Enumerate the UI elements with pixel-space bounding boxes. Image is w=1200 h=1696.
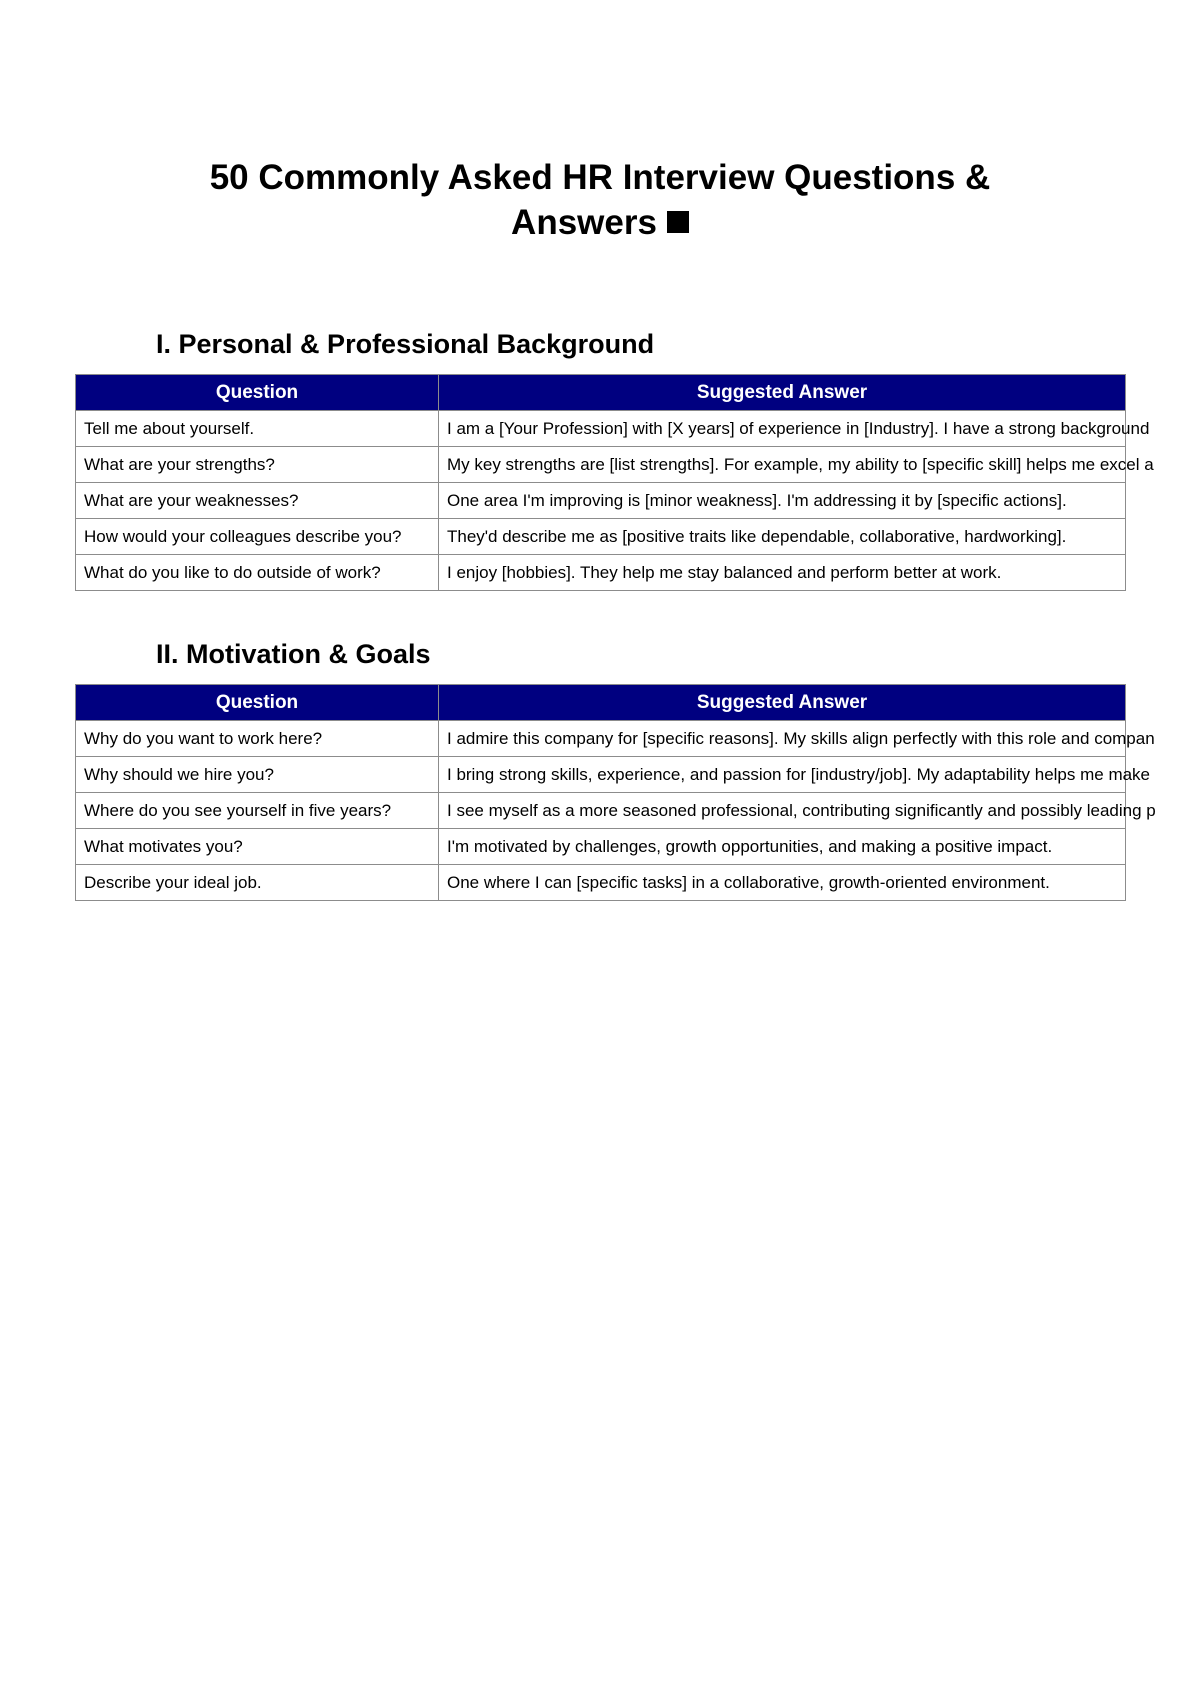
question-text: What are your strengths? xyxy=(84,454,275,474)
answer-cell xyxy=(439,757,1151,793)
answer-cell xyxy=(439,447,1154,483)
question-text: Where do you see yourself in five years? xyxy=(84,800,392,820)
table-row xyxy=(76,865,1126,901)
table-row xyxy=(76,483,1126,519)
question-cell xyxy=(76,519,439,555)
answer-text: I am a [Your Profession] with [X years] of experience in [Industry]. I have a strong background xyxy=(447,418,1150,438)
answer-cell xyxy=(439,865,1126,901)
question-text: How would your colleagues describe you? xyxy=(84,526,402,546)
column-header-question: Question xyxy=(76,375,439,411)
answer-text: One where I can [specific tasks] in a collaborative, growth-oriented environment. xyxy=(447,872,1050,892)
answer-text: One area I'm improving is [minor weakness]. I'm addressing it by [specific actions]. xyxy=(447,490,1067,510)
question-text: Why should we hire you? xyxy=(84,764,274,784)
question-text: Describe your ideal job. xyxy=(84,872,262,892)
question-text: Tell me about yourself. xyxy=(84,418,255,438)
document-title-text: 50 Commonly Asked HR Interview Questions & Answers xyxy=(209,158,991,242)
question-text: What are your weaknesses? xyxy=(84,490,299,510)
table-row xyxy=(76,757,1126,793)
table-row xyxy=(76,519,1126,555)
answer-text: I see myself as a more seasoned professional, contributing significantly and possibly leading p xyxy=(447,800,1156,820)
question-text: What do you like to do outside of work? xyxy=(84,562,381,582)
table-header-row xyxy=(76,685,1126,721)
answer-cell xyxy=(439,721,1155,757)
table-row xyxy=(76,411,1126,447)
personal-background-table xyxy=(75,374,1154,591)
question-cell xyxy=(76,555,439,591)
question-cell xyxy=(76,793,439,829)
answer-cell xyxy=(439,829,1126,865)
answer-text: I bring strong skills, experience, and passion for [industry/job]. My adaptability helps me make xyxy=(447,764,1151,784)
column-header-suggested-answer: Suggested Answer xyxy=(439,375,1126,411)
motivation-goals-table xyxy=(75,684,1156,901)
table-header-row xyxy=(76,375,1126,411)
answer-cell xyxy=(439,411,1150,447)
section-heading-motivation-goals: II. Motivation & Goals xyxy=(156,639,431,669)
table-row xyxy=(76,793,1126,829)
question-cell xyxy=(76,411,439,447)
column-header-question: Question xyxy=(76,685,439,721)
question-cell xyxy=(76,721,439,757)
answer-cell xyxy=(439,483,1126,519)
question-cell xyxy=(76,829,439,865)
question-cell xyxy=(76,865,439,901)
answer-text: They'd describe me as [positive traits like dependable, collaborative, hardworking]. xyxy=(447,526,1067,546)
table-row xyxy=(76,555,1126,591)
column-header-suggested-answer: Suggested Answer xyxy=(439,685,1126,721)
answer-text: My key strengths are [list strengths]. For example, my ability to [specific skill] helps me excel a xyxy=(447,454,1154,474)
answer-text: I admire this company for [specific reasons]. My skills align perfectly with this role and compan xyxy=(447,728,1155,748)
question-text: Why do you want to work here? xyxy=(84,728,323,748)
answer-cell xyxy=(439,793,1156,829)
answer-text: I'm motivated by challenges, growth opportunities, and making a positive impact. xyxy=(447,836,1053,856)
answer-text: I enjoy [hobbies]. They help me stay balanced and perform better at work. xyxy=(447,562,1002,582)
document-title xyxy=(150,155,1050,245)
table-row xyxy=(76,829,1126,865)
question-text: What motivates you? xyxy=(84,836,243,856)
section-heading-personal-background: I. Personal & Professional Background xyxy=(156,329,655,359)
question-cell xyxy=(76,483,439,519)
question-cell xyxy=(76,447,439,483)
table-row xyxy=(76,447,1126,483)
answer-cell xyxy=(439,519,1126,555)
answer-cell xyxy=(439,555,1126,591)
question-cell xyxy=(76,757,439,793)
black-square-icon xyxy=(667,211,689,233)
table-row xyxy=(76,721,1126,757)
